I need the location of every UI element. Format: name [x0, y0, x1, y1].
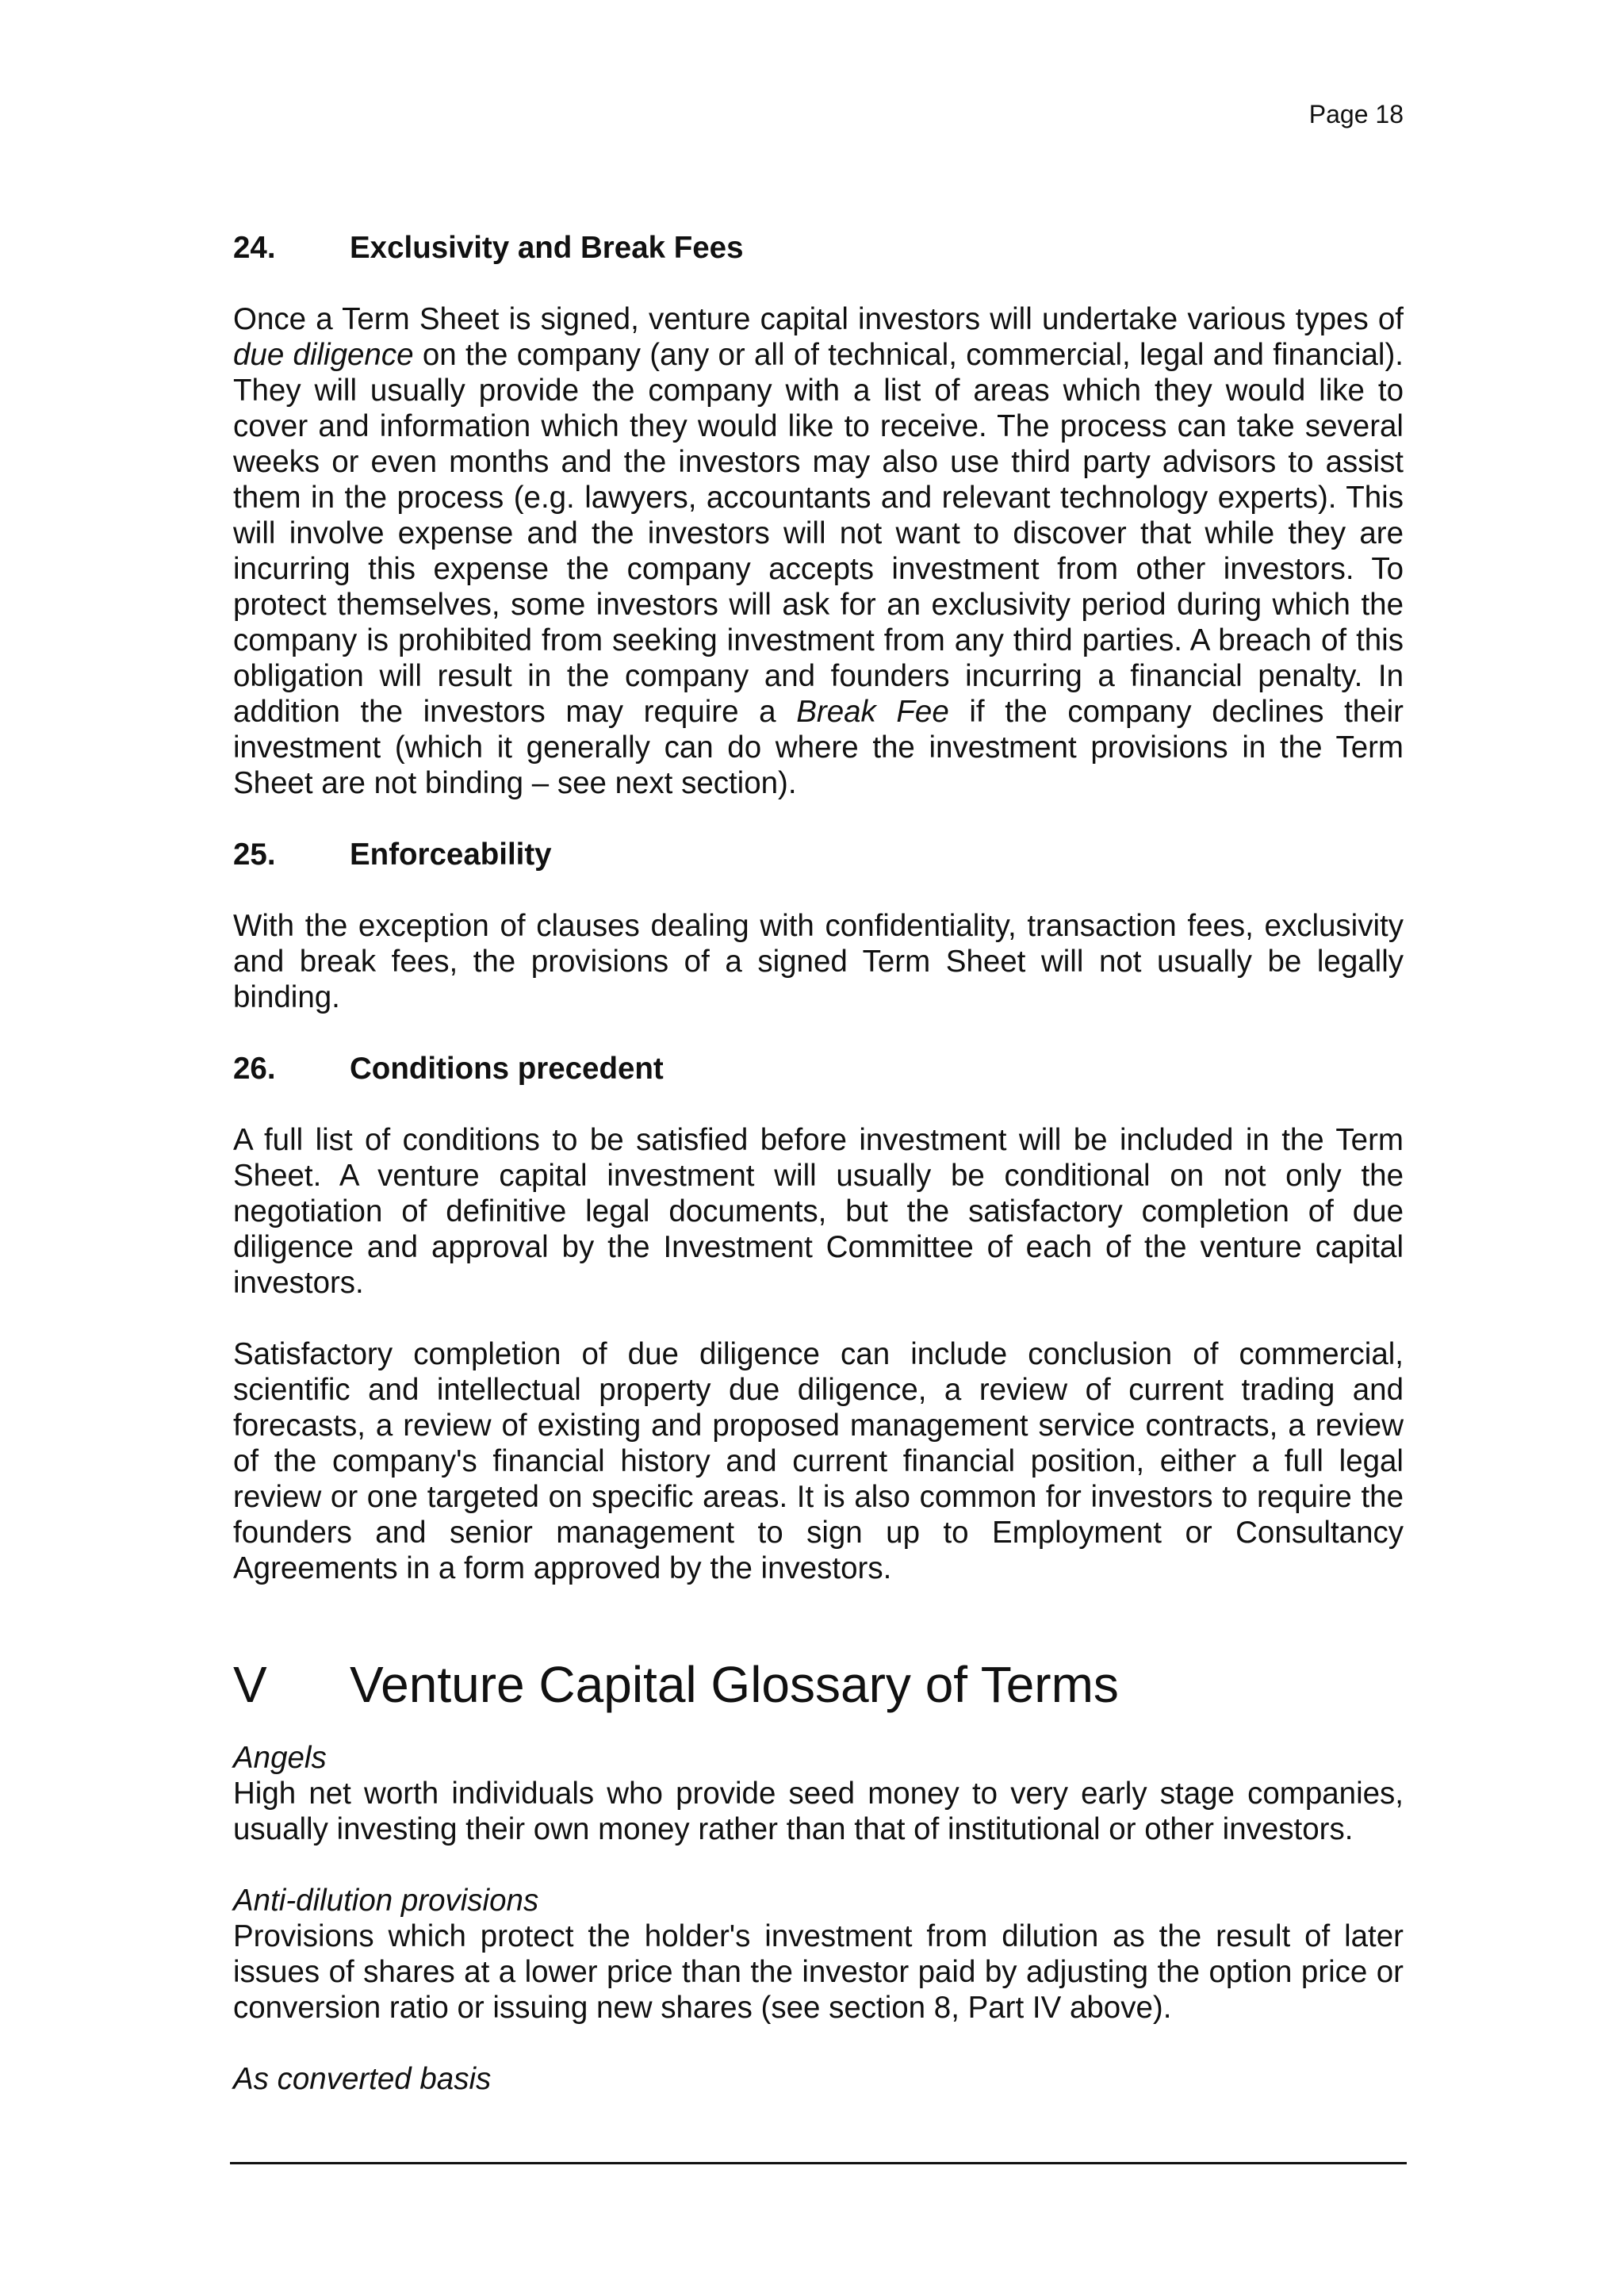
text-run: on the company (any or all of technical, commercial, legal and financial). They will usually provide the company with a list of areas which they would like to cover and information which they would like to receive. The process can take several weeks or even months and the investors may also use third party advisors to assist them in the process (e.g. lawyers, accountants and relevant technology experts). This will involve expense and the investors will not want to discover that while they are incurring this expense the company accepts investment from other investors. To protect themselves, some investors will ask for an exclusivity period during which the company is prohibited from seeking investment from any third parties. A breach of this obligation will result in the company and founders incurring a financial penalty. In addition the investors may require a — [233, 338, 1404, 729]
section-number: 26. — [233, 1052, 276, 1086]
body-paragraph — [233, 1336, 1404, 1586]
section-title: Enforceability — [350, 838, 552, 872]
text-run: With the exception of clauses dealing with confidentiality, transaction fees, exclusivity and break fees, the provisions of a signed Term Sheet will not usually be legally binding. — [233, 909, 1404, 1014]
section-heading — [233, 1051, 1404, 1087]
glossary-definition: High net worth individuals who provide seed money to very early stage companies, usually investing their own money rather than that of institutional or other investors. — [233, 1777, 1404, 1846]
sections-container — [233, 230, 1404, 1586]
part-heading — [233, 1653, 1404, 1716]
section-heading — [233, 837, 1404, 872]
body-paragraph — [233, 908, 1404, 1015]
part-number: V — [233, 1656, 267, 1713]
glossary-entry — [233, 2061, 1404, 2097]
italic-term: Break Fee — [796, 695, 949, 729]
glossary-term: Anti-dilution provisions — [233, 1884, 539, 1918]
glossary-definition: Provisions which protect the holder's investment from dilution as the result of later issues of shares at a lower price than the investor paid by adjusting the option price or conversion ratio or issuing new shares (see section 8, Part IV above). — [233, 1919, 1404, 2025]
page-number: Page 18 — [1308, 100, 1404, 128]
section-number: 24. — [233, 231, 276, 265]
glossary-term: As converted basis — [233, 2062, 492, 2096]
body-paragraph — [233, 1122, 1404, 1301]
page-content — [233, 230, 1404, 2133]
glossary-entry — [233, 1883, 1404, 2026]
text-run: Once a Term Sheet is signed, venture capital investors will undertake various types of — [233, 302, 1404, 336]
section-number: 25. — [233, 838, 276, 872]
footer-rule — [230, 2162, 1407, 2164]
italic-term: due diligence — [233, 338, 414, 372]
part-title: Venture Capital Glossary of Terms — [350, 1656, 1119, 1713]
section-title: Exclusivity and Break Fees — [350, 231, 744, 265]
section-title: Conditions precedent — [350, 1052, 664, 1086]
glossary-list — [233, 1740, 1404, 2097]
text-run: A full list of conditions to be satisfied before investment will be included in the Term Sheet. A venture capital investment will usually be conditional on not only the negotiation of definitive legal documents, but the satisfactory completion of due diligence and approval by the Investment Committee of each of the venture capital investors. — [233, 1123, 1404, 1300]
section-heading — [233, 230, 1404, 266]
text-run: Satisfactory completion of due diligence can include conclusion of commercial, scientific and intellectual property due diligence, a review of current trading and forecasts, a review of existing and proposed management service contracts, a review of the company's financial history and current financial position, either a full legal review or one targeted on specific areas. It is also common for investors to require the founders and senior management to sign up to Employment or Consultancy Agreements in a form approved by the investors. — [233, 1337, 1404, 1585]
glossary-term: Angels — [233, 1741, 327, 1775]
body-paragraph — [233, 301, 1404, 801]
glossary-entry — [233, 1740, 1404, 1847]
text-run: if the company declines their investment (which it generally can do where the investment provisions in the Term Sheet are not binding – see next section). — [233, 695, 1404, 800]
